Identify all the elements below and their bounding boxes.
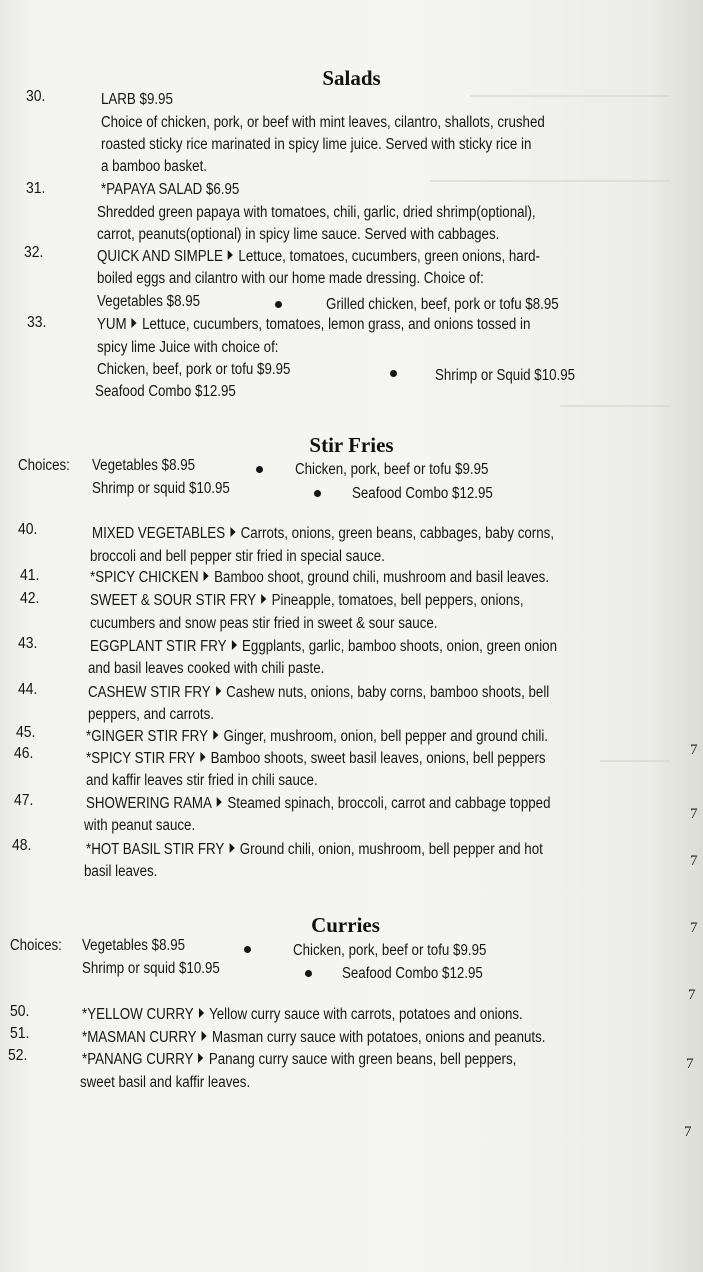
item-number: 46.	[14, 745, 34, 762]
arrow-icon	[199, 1008, 204, 1018]
arrow-icon	[228, 250, 233, 260]
item-name: *PAPAYA SALAD $6.95	[101, 181, 240, 198]
choice-option: Shrimp or squid $10.95	[92, 480, 230, 497]
arrow-icon	[216, 686, 221, 696]
item-name: SWEET & SOUR STIR FRY	[90, 592, 257, 609]
edge-mark: 7	[688, 987, 696, 1003]
arrow-icon	[261, 594, 266, 604]
item-option: Seafood Combo $12.95	[95, 383, 236, 400]
item-option: Vegetables $8.95	[97, 293, 201, 310]
bullet-icon	[244, 946, 251, 953]
item-description: Carrots, onions, green beans, cabbages, baby corns,	[240, 525, 555, 542]
arrow-icon	[230, 527, 235, 537]
bullet-icon	[256, 466, 263, 473]
item-description: cucumbers and snow peas stir fried in sweet & sour sauce.	[90, 615, 438, 632]
item-name: *MASMAN CURRY	[82, 1029, 197, 1046]
bullet-icon	[314, 490, 321, 497]
item-number: 30.	[26, 88, 46, 105]
item-number: 33.	[27, 314, 47, 331]
item-number: 42.	[20, 590, 40, 607]
item-name: LARB $9.95	[101, 91, 173, 108]
item-description: spicy lime Juice with choice of:	[97, 339, 279, 356]
item-description: basil leaves.	[84, 863, 158, 880]
arrow-icon	[200, 752, 205, 762]
item-description: Pineapple, tomatoes, bell peppers, onions,	[271, 592, 524, 609]
item-name: *YELLOW CURRY	[82, 1006, 194, 1023]
arrow-icon	[204, 571, 209, 581]
bullet-icon	[390, 370, 397, 377]
edge-mark: 7	[690, 853, 698, 869]
item-number: 50.	[10, 1003, 30, 1020]
bleed-through	[560, 405, 670, 407]
choice-option: Seafood Combo $12.95	[342, 965, 483, 982]
item-number: 32.	[24, 244, 44, 261]
arrow-icon	[232, 640, 237, 650]
choices-label: Choices:	[18, 457, 70, 474]
item-option: Shrimp or Squid $10.95	[435, 367, 576, 384]
item-description: Eggplants, garlic, bamboo shoots, onion, green onion	[242, 638, 557, 655]
item-description: and basil leaves cooked with chili paste.	[88, 660, 325, 677]
item-description: with peanut sauce.	[84, 817, 196, 834]
item-description: Bamboo shoots, sweet basil leaves, onions, bell peppers	[210, 750, 546, 767]
item-description: Cashew nuts, onions, baby corns, bamboo shoots, bell	[226, 684, 550, 701]
arrow-icon	[132, 318, 137, 328]
item-description: Panang curry sauce with green beans, bell peppers,	[208, 1051, 517, 1068]
arrow-icon	[199, 1053, 204, 1063]
item-description: Steamed spinach, broccoli, carrot and cabbage topped	[227, 795, 551, 812]
item-name: EGGPLANT STIR FRY	[90, 638, 227, 655]
item-name: SHOWERING RAMA	[86, 795, 212, 812]
item-option: Grilled chicken, beef, pork or tofu $8.95	[326, 296, 559, 313]
section-heading-curries: Curries	[311, 913, 380, 937]
item-description: Lettuce, tomatoes, cucumbers, green onions, hard-	[238, 248, 540, 265]
section-heading-stir-fries: Stir Fries	[309, 433, 394, 457]
item-name: *SPICY STIR FRY	[86, 750, 196, 767]
item-name: QUICK AND SIMPLE	[97, 248, 223, 265]
item-description: carrot, peanuts(optional) in spicy lime sauce. Served with cabbages.	[97, 226, 500, 243]
item-number: 45.	[16, 724, 36, 741]
item-description: Choice of chicken, pork, or beef with mint leaves, cilantro, shallots, crushed	[101, 114, 545, 131]
edge-mark: 7	[690, 920, 698, 936]
item-number: 40.	[18, 521, 38, 538]
item-number: 44.	[18, 681, 38, 698]
arrow-icon	[229, 843, 234, 853]
bullet-icon	[305, 970, 312, 977]
arrow-icon	[202, 1031, 207, 1041]
item-number: 48.	[12, 837, 32, 854]
item-name: *SPICY CHICKEN	[90, 569, 199, 586]
item-name: YUM	[97, 316, 127, 333]
item-description: sweet basil and kaffir leaves.	[80, 1074, 251, 1091]
item-name: *HOT BASIL STIR FRY	[86, 841, 225, 858]
bullet-icon	[275, 301, 282, 308]
item-description: Bamboo shoot, ground chili, mushroom and basil leaves.	[214, 569, 550, 586]
choices-label: Choices:	[10, 937, 62, 954]
item-description: Lettuce, cucumbers, tomatoes, lemon grass, and onions tossed in	[142, 316, 531, 333]
item-option: Chicken, beef, pork or tofu $9.95	[97, 361, 291, 378]
item-description: Ginger, mushroom, onion, bell pepper and ground chili.	[223, 728, 549, 745]
item-description: boiled eggs and cilantro with our home made dressing. Choice of:	[97, 270, 484, 287]
item-name: CASHEW STIR FRY	[88, 684, 211, 701]
choice-option: Chicken, pork, beef or tofu $9.95	[295, 461, 489, 478]
item-description: and kaffir leaves stir fried in chili sauce.	[86, 772, 318, 789]
edge-mark: 7	[686, 1056, 694, 1072]
choice-option: Vegetables $8.95	[92, 457, 196, 474]
item-description: roasted sticky rice marinated in spicy lime juice. Served with sticky rice in	[101, 136, 532, 153]
item-description: broccoli and bell pepper stir fried in special sauce.	[90, 548, 385, 565]
item-number: 51.	[10, 1025, 30, 1042]
bleed-through	[430, 180, 670, 182]
edge-mark: 7	[690, 742, 698, 758]
item-number: 47.	[14, 792, 34, 809]
choice-option: Vegetables $8.95	[82, 937, 186, 954]
item-description: Shredded green papaya with tomatoes, chili, garlic, dried shrimp(optional),	[97, 204, 536, 221]
choice-option: Chicken, pork, beef or tofu $9.95	[293, 942, 487, 959]
item-description: Yellow curry sauce with carrots, potatoes and onions.	[209, 1006, 523, 1023]
item-name: *PANANG CURRY	[82, 1051, 194, 1068]
bleed-through	[600, 760, 670, 762]
item-number: 43.	[18, 635, 38, 652]
choice-option: Shrimp or squid $10.95	[82, 960, 220, 977]
edge-mark: 7	[690, 806, 698, 822]
item-description: Masman curry sauce with potatoes, onions and peanuts.	[212, 1029, 546, 1046]
bleed-through	[470, 95, 670, 97]
item-description: Ground chili, onion, mushroom, bell pepper and hot	[239, 841, 543, 858]
edge-mark: 7	[684, 1124, 692, 1140]
arrow-icon	[213, 730, 218, 740]
item-number: 41.	[20, 567, 40, 584]
item-description: a bamboo basket.	[101, 158, 207, 175]
item-name: *GINGER STIR FRY	[86, 728, 208, 745]
section-heading-salads: Salads	[322, 66, 381, 90]
item-description: peppers, and carrots.	[88, 706, 214, 723]
item-name: MIXED VEGETABLES	[92, 525, 226, 542]
arrow-icon	[217, 797, 222, 807]
item-number: 52.	[8, 1047, 28, 1064]
item-number: 31.	[26, 180, 46, 197]
choice-option: Seafood Combo $12.95	[352, 485, 493, 502]
